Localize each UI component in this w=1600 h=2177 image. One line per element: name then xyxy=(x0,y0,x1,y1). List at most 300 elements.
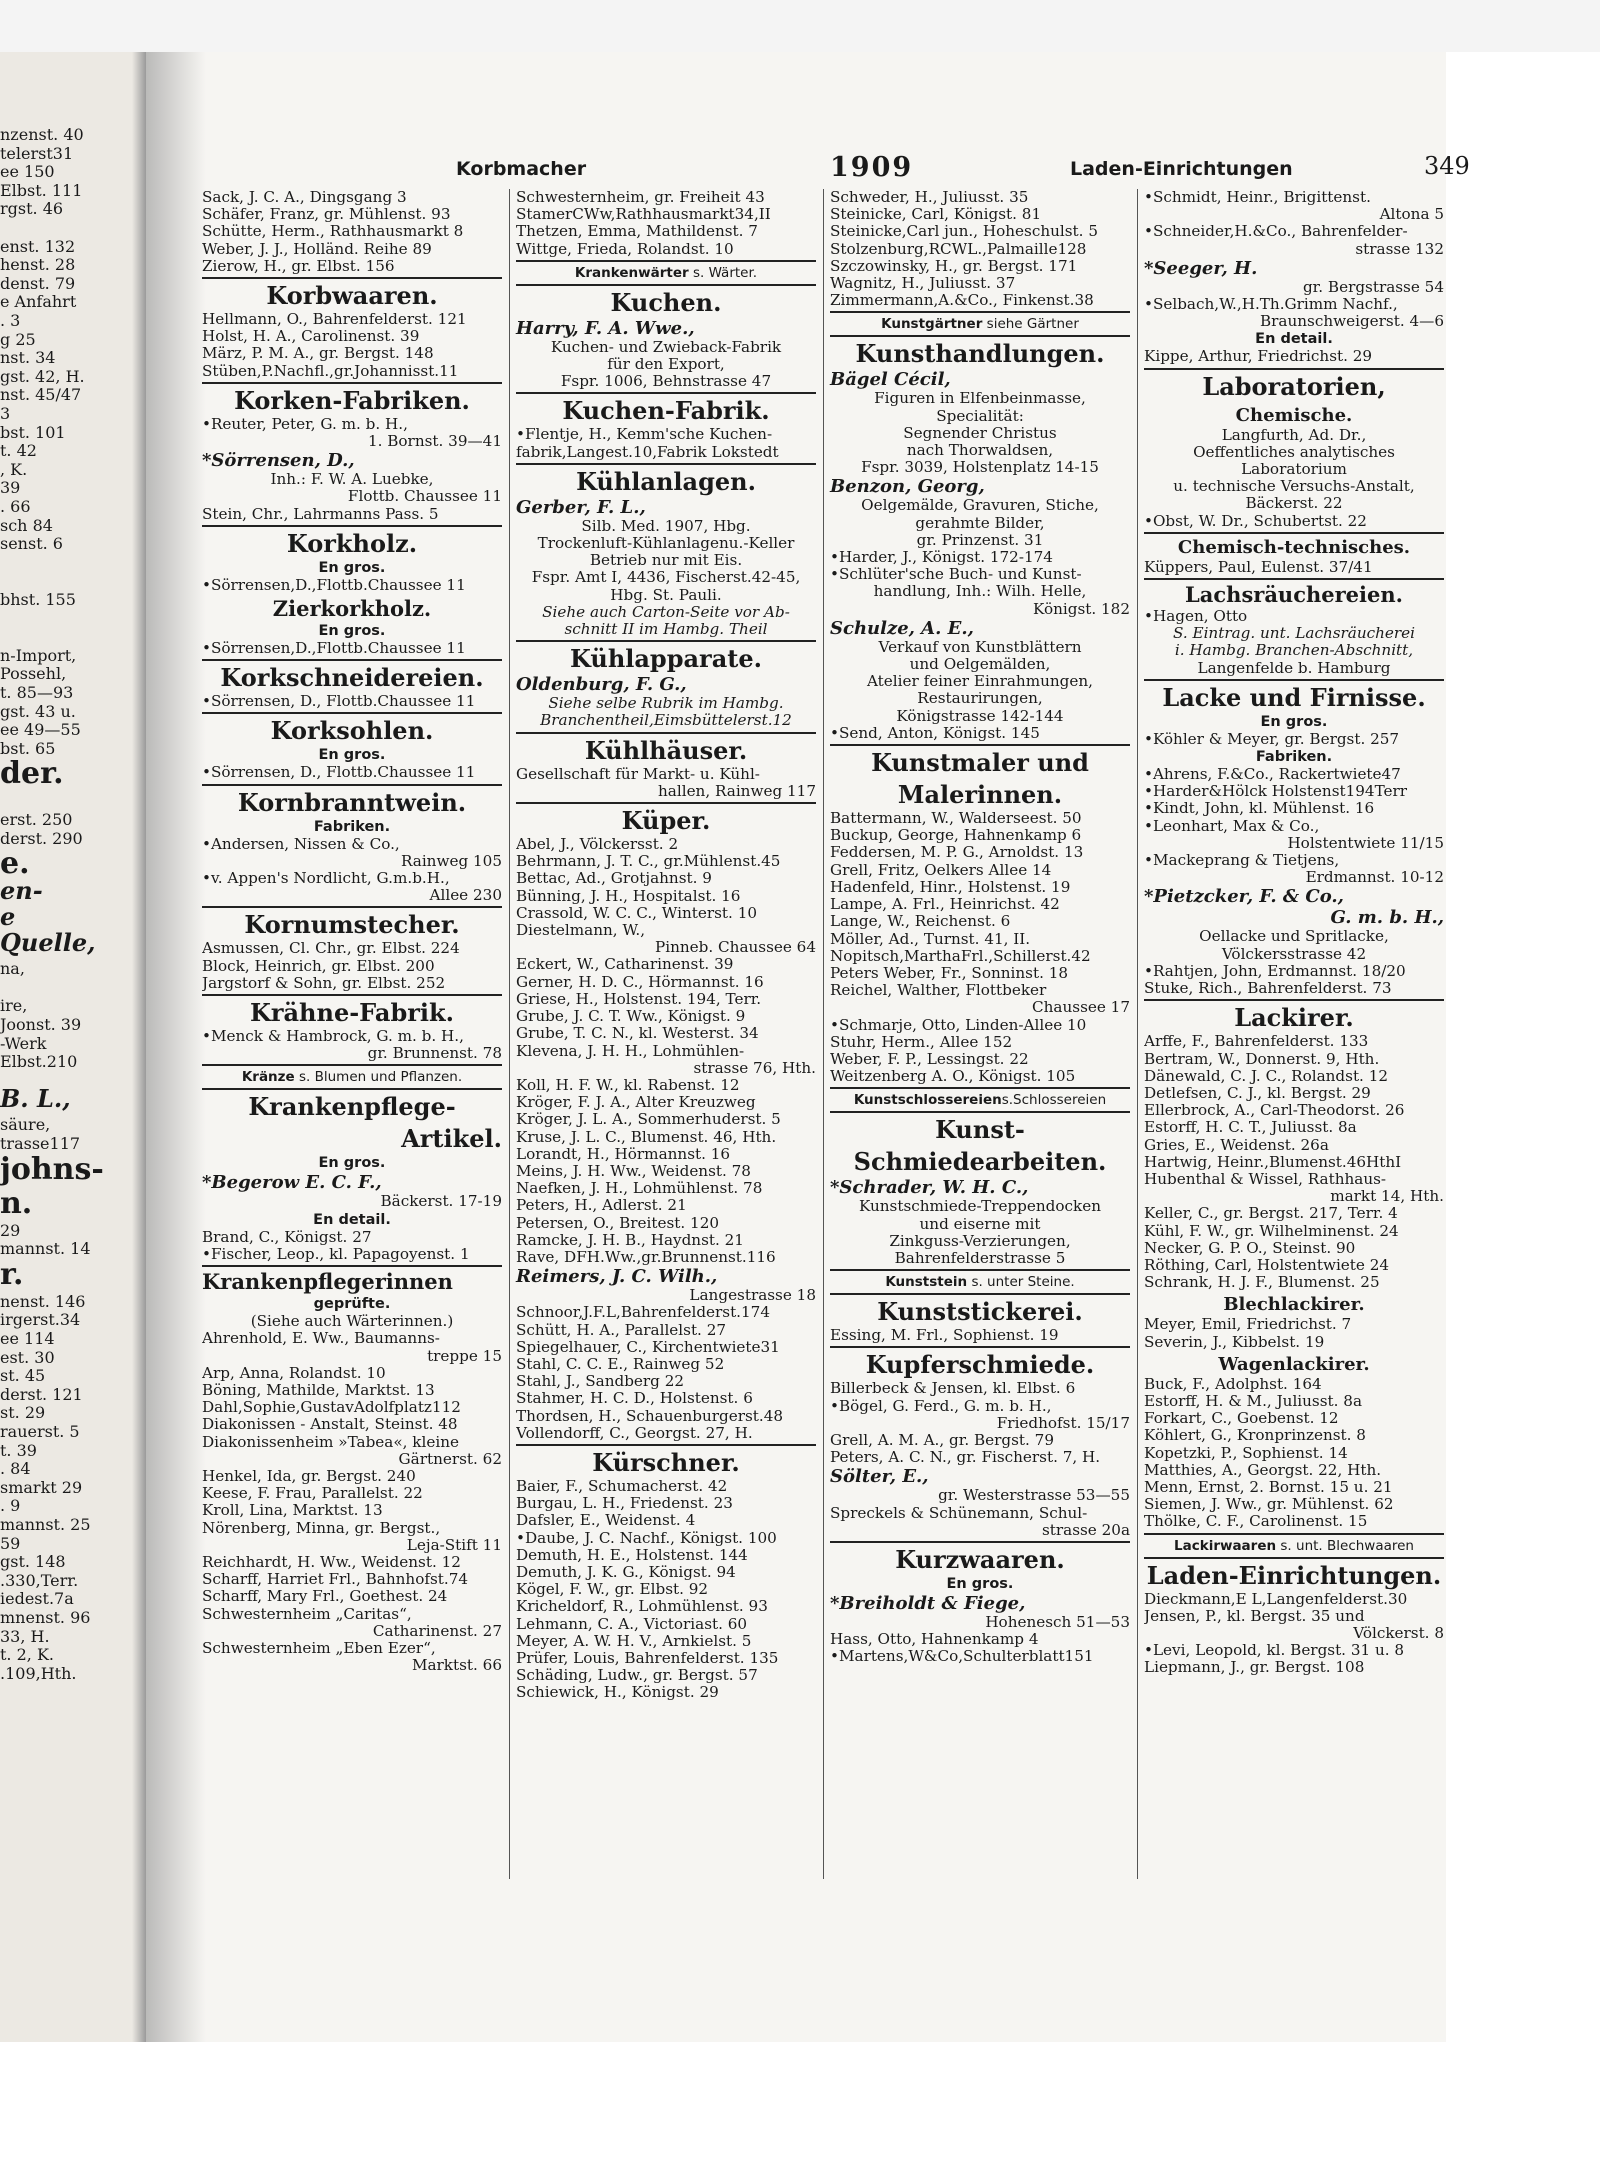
entry: Weitzenberg A. O., Königst. 105 xyxy=(830,1068,1076,1086)
entry: handlung, Inh.: Wilh. Helle, xyxy=(873,583,1087,601)
entry: •Ahrens, F.&Co., Rackertwiete47 xyxy=(1144,766,1401,784)
entry: •Fischer, Leop., kl. Papagoyenst. 1 xyxy=(202,1245,470,1263)
left-page-line: e xyxy=(0,902,16,932)
entry: Schnoor,J.F.L,Bahrenfelderst.174 xyxy=(516,1304,771,1322)
left-page-line: sch 84 xyxy=(0,515,53,535)
left-page-line: henst. 28 xyxy=(0,255,76,275)
entry: Stuke, Rich., Bahrenfelderst. 73 xyxy=(1144,980,1392,998)
xref-label: Kunstschlossereien xyxy=(853,1092,1002,1109)
entry: Dafsler, E., Weidenst. 4 xyxy=(516,1512,696,1530)
entry: •Kindt, John, kl. Mühlenst. 16 xyxy=(1144,800,1375,818)
left-page-line: en- xyxy=(0,876,43,906)
entry: Sack, J. C. A., Dingsgang 3 xyxy=(202,189,407,206)
left-page-line: erst. 250 xyxy=(0,810,73,829)
entry: •Sörrensen,D.,Flottb.Chaussee 11 xyxy=(202,576,466,594)
entry-list xyxy=(516,518,816,604)
rule xyxy=(830,1111,1130,1113)
entry: Klevena, J. H. H., Lohmühlen- xyxy=(516,1042,745,1060)
section-heading: Kuchen-Fabrik. xyxy=(562,396,770,426)
entry: Asmussen, Cl. Chr., gr. Elbst. 224 xyxy=(202,940,460,958)
entry: Kuchen- und Zwieback-Fabrik xyxy=(550,338,782,356)
entry: für den Export, xyxy=(607,356,725,374)
left-page-line: .330,Terr. xyxy=(0,1570,79,1590)
firm-name: Sölter, E., xyxy=(830,1466,929,1488)
entry-list xyxy=(202,189,502,275)
entry: Detlefsen, C. J., kl. Bergst. 29 xyxy=(1144,1084,1371,1102)
entry-list xyxy=(830,189,1130,309)
rule xyxy=(202,1088,502,1090)
entry: strasse 76, Hth. xyxy=(693,1059,816,1077)
column-2 xyxy=(516,189,816,1702)
subheading: En gros. xyxy=(946,1575,1014,1592)
firm-name: Gerber, F. L., xyxy=(516,496,646,518)
section-heading: Kühlhäuser. xyxy=(584,735,748,765)
section-heading: Malerinnen. xyxy=(897,780,1063,810)
firm-name: Benzon, Georg, xyxy=(830,476,985,498)
firm-name: Oldenburg, F. G., xyxy=(516,674,687,696)
entry: Matthies, A., Georgst. 22, Hth. xyxy=(1144,1461,1382,1479)
entry: Demuth, H. E., Holstenst. 144 xyxy=(516,1546,748,1564)
entry: Völckerst. 8 xyxy=(1353,1624,1444,1642)
rule xyxy=(830,311,1130,313)
subheading: En gros. xyxy=(318,623,386,640)
rule xyxy=(830,335,1130,337)
entry: Diakonissenheim »Tabea«, kleine xyxy=(202,1433,459,1451)
entry: markt 14, Hth. xyxy=(1330,1188,1444,1206)
entry: Röthing, Carl, Holstentwiete 24 xyxy=(1144,1256,1390,1274)
entry: Hadenfeld, Hinr., Holstenst. 19 xyxy=(830,878,1071,896)
entry: Keller, C., gr. Bergst. 217, Terr. 4 xyxy=(1144,1205,1398,1223)
rule xyxy=(202,994,502,996)
entry: Demuth, J. K. G., Königst. 94 xyxy=(516,1563,736,1581)
entry: Grell, Fritz, Oelkers Allee 14 xyxy=(830,861,1052,879)
section-heading: Kupferschmiede. xyxy=(865,1350,1095,1380)
entry: Königst. 182 xyxy=(1033,600,1130,618)
entry: Allee 230 xyxy=(429,887,502,905)
entry: •Flentje, H., Kemm'sche Kuchen- xyxy=(516,426,773,444)
left-page-line: . 3 xyxy=(0,311,21,330)
entry: Königstrasse 142-144 xyxy=(896,707,1064,725)
entry: Meins, J. H. Ww., Weidenst. 78 xyxy=(516,1162,751,1180)
entry: Köhlert, G., Kronprinzenst. 8 xyxy=(1144,1427,1366,1445)
entry: gr. Westerstrasse 53—55 xyxy=(938,1487,1130,1505)
entry: und Oelgemälden, xyxy=(909,656,1051,674)
entry: Stahl, C. C. E., Rainweg 52 xyxy=(516,1355,725,1373)
section-heading: Schmiedearbeiten. xyxy=(853,1147,1107,1177)
entry: •Harder&Hölck Holstenst194Terr xyxy=(1144,783,1408,801)
entry: Leja-Stift 11 xyxy=(406,1536,502,1554)
entry: Peters, H., Adlerst. 21 xyxy=(516,1197,687,1215)
entry: Hellmann, O., Bahrenfelderst. 121 xyxy=(202,311,467,329)
left-page-line: r. xyxy=(0,1256,24,1292)
xref-target: siehe Gärtner xyxy=(986,316,1079,333)
section-heading: Kornbranntwein. xyxy=(237,787,467,817)
entry: fabrik,Langest.10,Fabrik Lokstedt xyxy=(516,443,779,461)
entry: Hubenthal & Wissel, Rathhaus- xyxy=(1144,1170,1387,1188)
entry: Atelier feiner Einrahmungen, xyxy=(866,673,1093,691)
entry: Bettac, Ad., Grotjahnst. 9 xyxy=(516,870,712,888)
xref-label: Krankenwärter xyxy=(574,264,689,281)
column-separator xyxy=(509,189,510,1879)
left-page-line: trasse117 xyxy=(0,1134,81,1153)
section-heading: Lackirer. xyxy=(1234,1003,1354,1033)
entry: Thölke, C. F., Carolinenst. 15 xyxy=(1144,1513,1368,1531)
entry: Koll, H. F. W., kl. Rabenst. 12 xyxy=(516,1076,740,1094)
entry-list xyxy=(830,390,1130,476)
left-page-line: . 9 xyxy=(0,1496,21,1516)
section-heading: Korkholz. xyxy=(286,528,418,558)
rule xyxy=(516,284,816,286)
entry: Griese, H., Holstenst. 194, Terr. xyxy=(516,990,762,1008)
entry: gr. Brunnenst. 78 xyxy=(367,1045,502,1063)
left-page-line: rgst. 46 xyxy=(0,199,64,219)
entry-list xyxy=(830,639,1130,725)
entry: •Schneider,H.&Co., Bahrenfelder- xyxy=(1144,223,1408,241)
rule xyxy=(830,1346,1130,1348)
entry: Lorandt, H., Hörmannst. 16 xyxy=(516,1145,731,1163)
entry: 1. Bornst. 39—41 xyxy=(367,433,502,451)
entry-list xyxy=(202,940,502,992)
entry: Stüben,P.Nachfl.,gr.Johannisst.11 xyxy=(202,362,459,380)
rule xyxy=(516,1444,816,1446)
left-page-line: t. 2, K. xyxy=(0,1645,54,1665)
entry: Zierow, H., gr. Elbst. 156 xyxy=(202,257,395,275)
left-page-line: 33, H. xyxy=(0,1626,50,1646)
entry: Schweder, H., Juliusst. 35 xyxy=(830,189,1029,206)
entry: Gerner, H. D. C., Hörmannst. 16 xyxy=(516,973,764,991)
section-heading: Chemische. xyxy=(1235,404,1353,426)
entry: gr. Bergstrasse 54 xyxy=(1302,278,1444,296)
entry: Betrieb nur mit Eis. xyxy=(589,552,743,570)
left-page-line: t. 39 xyxy=(0,1440,37,1460)
entry: Lange, W., Reichenst. 6 xyxy=(830,913,1011,931)
entry: Altona 5 xyxy=(1379,206,1444,224)
entry: Stuhr, Herm., Allee 152 xyxy=(830,1033,1013,1051)
section-heading: Laboratorien, xyxy=(1202,371,1386,401)
entry-list xyxy=(202,311,502,380)
section-heading: Kunstmaler und xyxy=(871,748,1089,778)
left-page-line: e. xyxy=(0,846,30,882)
left-page-line: ee 49—55 xyxy=(0,720,81,740)
entry: Kröger, J. L. A., Sommerhuderst. 5 xyxy=(516,1111,781,1129)
left-page-line: Elbst.210 xyxy=(0,1052,78,1072)
entry: Braunschweigerst. 4—6 xyxy=(1259,313,1444,331)
section-heading: Korken-Fabriken. xyxy=(234,385,470,415)
entry: Specialität: xyxy=(936,407,1024,425)
section-heading: Chemisch-technisches. xyxy=(1177,536,1411,558)
cross-reference xyxy=(202,1068,502,1086)
page-header xyxy=(202,152,1470,188)
left-page-line: 59 xyxy=(0,1533,21,1553)
xref-target: s. unt. Blechwaaren xyxy=(1280,1537,1414,1554)
left-page-line: derst. 121 xyxy=(0,1384,83,1404)
subheading: En gros. xyxy=(1260,713,1328,730)
entry: strasse 20a xyxy=(1042,1521,1130,1539)
left-page-line: 29 xyxy=(0,1220,21,1240)
entry: Abel, J., Völckersst. 2 xyxy=(516,836,679,854)
section-heading: Korkschneidereien. xyxy=(220,663,484,693)
entry: Ramcke, J. H. B., Haydnst. 21 xyxy=(516,1231,744,1249)
entry: Pinneb. Chaussee 64 xyxy=(655,939,816,957)
entry: Liepmann, J., gr. Bergst. 108 xyxy=(1144,1659,1365,1677)
entry-list xyxy=(830,1380,1130,1466)
rule xyxy=(1144,1533,1444,1535)
entry: Szczowinsky, H., gr. Bergst. 171 xyxy=(830,257,1078,275)
entry: (Siehe auch Wärterinnen.) xyxy=(250,1313,454,1331)
entry: Billerbeck & Jensen, kl. Elbst. 6 xyxy=(830,1380,1076,1398)
note: Siehe auch Carton-Seite vor Ab- xyxy=(542,603,790,621)
entry: Kippe, Arthur, Friedrichst. 29 xyxy=(1144,348,1373,366)
entry: Scharff, Mary Frl., Goethest. 24 xyxy=(202,1588,448,1606)
left-page-line: ire, xyxy=(0,996,28,1016)
entry: Estorff, H. & M., Juliusst. 8a xyxy=(1144,1392,1363,1410)
entry: •Obst, W. Dr., Schubertst. 22 xyxy=(1144,512,1367,530)
left-page-line: irgerst.34 xyxy=(0,1310,81,1330)
entry: •Rahtjen, John, Erdmannst. 18/20 xyxy=(1144,962,1406,980)
entry: •Hagen, Otto xyxy=(1144,608,1248,626)
entry: u. technische Versuchs-Anstalt, xyxy=(1173,478,1415,496)
rule xyxy=(1144,578,1444,580)
entry: Langfurth, Ad. Dr., xyxy=(1221,426,1367,444)
entry: Steinicke, Carl, Königst. 81 xyxy=(830,206,1042,224)
entry: Friedhofst. 15/17 xyxy=(996,1414,1130,1432)
entry: Estorff, H. C. T., Juliusst. 8a xyxy=(1144,1119,1357,1137)
entry: treppe 15 xyxy=(427,1347,502,1365)
page-shadow xyxy=(146,52,206,2042)
entry: •Sörrensen,D.,Flottb.Chaussee 11 xyxy=(202,640,466,658)
entry: Gesellschaft für Markt- u. Kühl- xyxy=(516,765,760,783)
entry: Gries, E., Weidenst. 26a xyxy=(1144,1136,1329,1154)
entry: Schütt, H. A., Parallelst. 27 xyxy=(516,1321,727,1339)
entry-list xyxy=(1144,189,1444,258)
entry-list xyxy=(1144,1591,1444,1677)
entry: Petersen, O., Breitest. 120 xyxy=(516,1214,720,1232)
entry: Schäding, Ludw., gr. Bergst. 57 xyxy=(516,1667,758,1685)
entry-list xyxy=(202,1330,502,1674)
entry: Schäfer, Franz, gr. Mühlenst. 93 xyxy=(202,206,451,224)
section-heading: Küper. xyxy=(621,806,711,836)
left-page-line: denst. 79 xyxy=(0,273,76,293)
entry: •Andersen, Nissen & Co., xyxy=(202,835,400,853)
entry-list xyxy=(516,1304,816,1442)
left-page-line: st. 29 xyxy=(0,1403,46,1423)
note: Branchentheil,Eimsbüttelerst.12 xyxy=(540,712,792,730)
entry: Buck, F., Adolphst. 164 xyxy=(1144,1375,1322,1393)
firm-name: Bägel Cécil, xyxy=(830,369,951,391)
entry: Oellacke und Spritlacke, xyxy=(1199,928,1389,946)
left-page-line: . 84 xyxy=(0,1459,31,1479)
entry: Wagnitz, H., Juliusst. 37 xyxy=(830,275,1016,293)
entry: Langestrasse 18 xyxy=(689,1287,816,1305)
entry: Bertram, W., Donnerst. 9, Hth. xyxy=(1144,1050,1380,1068)
left-page-line: Elbst. 111 xyxy=(0,180,83,200)
section-heading: Korksohlen. xyxy=(270,716,434,746)
left-page-line: der. xyxy=(0,756,64,792)
entry: Feddersen, M. P. G., Arnoldst. 13 xyxy=(830,844,1084,862)
entry: Langenfelde b. Hamburg xyxy=(1197,659,1391,677)
entry: Menn, Ernst, 2. Bornst. 15 u. 21 xyxy=(1144,1478,1393,1496)
rule xyxy=(202,525,502,527)
entry: Battermann, W., Walderseest. 50 xyxy=(830,810,1082,828)
rule xyxy=(202,277,502,279)
entry: Brand, C., Königst. 27 xyxy=(202,1228,372,1246)
section-heading: Laden-Einrichtungen. xyxy=(1146,1560,1442,1590)
left-page-line: .109,Hth. xyxy=(0,1663,77,1683)
xref-target: s. unter Steine. xyxy=(971,1274,1075,1291)
entry: Catharinenst. 27 xyxy=(372,1622,502,1640)
entry: Nörenberg, Minna, gr. Bergst., xyxy=(202,1519,441,1537)
entry: Schwesternheim „Caritas“, xyxy=(202,1605,412,1623)
left-page-line: nenst. 146 xyxy=(0,1291,86,1311)
entry-list xyxy=(516,836,816,1266)
entry-list xyxy=(516,1478,816,1702)
left-page-line: mannst. 25 xyxy=(0,1515,91,1534)
entry-list xyxy=(1144,766,1444,886)
header-right-keyword: Laden-Einrichtungen xyxy=(1070,158,1293,180)
entry: Hohenesch 51—53 xyxy=(985,1613,1130,1631)
column-3 xyxy=(830,189,1130,1666)
subheading: En gros. xyxy=(318,559,386,576)
entry: •Send, Anton, Königst. 145 xyxy=(830,724,1040,742)
entry: Hbg. St. Pauli. xyxy=(610,586,722,604)
entry: Burgau, L. H., Friedenst. 23 xyxy=(516,1495,733,1513)
section-heading: Lachsräuchereien. xyxy=(1185,582,1403,608)
rule xyxy=(516,463,816,465)
rule xyxy=(202,659,502,661)
page-number: 349 xyxy=(1424,152,1470,180)
entry: Vollendorff, C., Georgst. 27, H. xyxy=(516,1424,753,1442)
section-heading: Kunst- xyxy=(935,1115,1025,1145)
entry: Kruse, J. L. C., Blumenst. 46, Hth. xyxy=(516,1128,777,1146)
entry: •Schmarje, Otto, Linden-Allee 10 xyxy=(830,1016,1087,1034)
note: i. Hambg. Branchen-Abschnitt, xyxy=(1174,642,1414,660)
entry: Wittge, Frieda, Rolandst. 10 xyxy=(516,240,734,258)
rule xyxy=(830,1293,1130,1295)
entry: Baier, F., Schumacherst. 42 xyxy=(516,1477,728,1495)
entry-list xyxy=(1144,1376,1444,1531)
entry: •Leonhart, Max & Co., xyxy=(1144,817,1320,835)
entry: Stein, Chr., Lahrmanns Pass. 5 xyxy=(202,505,439,523)
entry: Kroll, Lina, Marktst. 13 xyxy=(202,1502,383,1520)
left-page-line: nst. 34 xyxy=(0,348,56,368)
entry: Oeffentliches analytisches xyxy=(1193,443,1395,461)
entry: Oelgemälde, Gravuren, Stiche, xyxy=(861,497,1099,515)
entry: Schwesternheim „Eben Ezer“, xyxy=(202,1639,436,1657)
entry: Ahrenhold, E. Ww., Baumanns- xyxy=(202,1330,440,1348)
entry-list xyxy=(830,497,1130,549)
rule xyxy=(202,906,502,908)
section-heading: Kuchen. xyxy=(610,287,722,317)
firm-name: *Sörrensen, D., xyxy=(202,450,355,472)
entry: Kopetzki, P., Sophienst. 14 xyxy=(1144,1444,1348,1462)
left-page-line: 39 xyxy=(0,478,21,498)
cross-reference xyxy=(830,1273,1130,1291)
entry: Restaurirungen, xyxy=(917,690,1043,708)
header-left-keyword: Korbmacher xyxy=(456,158,587,180)
entry: Fspr. 1006, Behnstrasse 47 xyxy=(560,373,772,391)
subheading: En detail. xyxy=(1255,331,1333,348)
firm-name: *Breiholdt & Fiege, xyxy=(830,1592,1026,1614)
section-heading: Kunststickerei. xyxy=(877,1297,1083,1327)
entry: Forkart, C., Goebenst. 12 xyxy=(1144,1410,1339,1428)
scan-border xyxy=(0,0,1600,52)
entry: Jargstorf & Sohn, gr. Elbst. 252 xyxy=(202,974,446,992)
entry: Lampe, A. Frl., Heinrichst. 42 xyxy=(830,896,1060,914)
entry: Gärtnerst. 62 xyxy=(398,1450,502,1468)
entry: Arffe, F., Bahrenfelderst. 133 xyxy=(1144,1033,1369,1051)
entry: Hass, Otto, Hahnenkamp 4 xyxy=(830,1631,1039,1649)
left-page-line: gst. 148 xyxy=(0,1552,66,1572)
directory-page xyxy=(146,52,1470,2042)
entry-list xyxy=(1144,1033,1444,1291)
left-page-line: bst. 65 xyxy=(0,738,56,758)
left-page-line: ee 114 xyxy=(0,1329,55,1348)
xref-label: Kränze xyxy=(241,1069,295,1086)
entry: Reichel, Walther, Flottbeker xyxy=(830,982,1047,1000)
section-heading: Kühlapparate. xyxy=(570,644,762,674)
left-page-line: est. 30 xyxy=(0,1347,55,1367)
firm-name: *Begerow E. C. F., xyxy=(202,1172,382,1194)
entry: Thetzen, Emma, Mathildenst. 7 xyxy=(516,223,758,241)
section-heading: Kornumstecher. xyxy=(244,910,460,940)
entry: Böning, Mathilde, Marktst. 13 xyxy=(202,1381,435,1399)
entry-list xyxy=(1144,928,1444,962)
section-heading: Kurzwaaren. xyxy=(895,1544,1065,1574)
rule xyxy=(516,260,816,262)
entry: Segnender Christus xyxy=(903,424,1057,442)
entry: Nopitsch,MarthaFrl.,Schillerst.42 xyxy=(830,947,1091,965)
left-page-line: ee 150 xyxy=(0,162,55,182)
entry-list xyxy=(830,810,1130,1085)
entry: Buckup, George, Hahnenkamp 6 xyxy=(830,827,1082,845)
entry: Diakonissen - Anstalt, Steinst. 48 xyxy=(202,1416,458,1434)
entry: Meyer, Emil, Friedrichst. 7 xyxy=(1144,1316,1352,1334)
subheading: En detail. xyxy=(313,1211,391,1228)
entry: Erdmannst. 10-12 xyxy=(1305,869,1444,887)
rule xyxy=(830,1087,1130,1089)
firm-name: *Seeger, H. xyxy=(1144,257,1258,279)
entry: und eiserne mit xyxy=(919,1215,1041,1233)
entry: Bäckerst. 22 xyxy=(1245,495,1343,513)
entry: Möller, Ad., Turnst. 41, II. xyxy=(830,930,1031,948)
rule xyxy=(1144,1557,1444,1559)
left-page-line: rauerst. 5 xyxy=(0,1422,80,1441)
entry: Scharff, Harriet Frl., Bahnhofst.74 xyxy=(202,1571,469,1589)
section-heading: Kürschner. xyxy=(592,1447,740,1477)
firm-name: Harry, F. A. Wwe., xyxy=(516,317,695,339)
entry: Reichhardt, H. Ww., Weidenst. 12 xyxy=(202,1553,461,1571)
entry: Fspr. 3039, Holstenplatz 14-15 xyxy=(861,459,1099,477)
entry: Severin, J., Kibbelst. 19 xyxy=(1144,1333,1325,1351)
header-year: 1909 xyxy=(830,152,914,183)
entry: Meyer, A. W. H. V., Arnkielst. 5 xyxy=(516,1632,752,1650)
firm-name: Reimers, J. C. Wilh., xyxy=(516,1266,718,1288)
entry: •Levi, Leopold, kl. Bergst. 31 u. 8 xyxy=(1144,1642,1405,1660)
entry: gerahmte Bilder, xyxy=(915,514,1045,532)
left-page-line: na, xyxy=(0,959,25,979)
entry: Spreckels & Schünemann, Schul- xyxy=(830,1504,1088,1522)
entry: Dieckmann,E L,Langenfelderst.30 xyxy=(1144,1590,1408,1608)
section-heading: Kunsthandlungen. xyxy=(855,339,1105,369)
entry: •Selbach,W.,H.Th.Grimm Nachf., xyxy=(1144,296,1398,314)
column-1 xyxy=(202,189,502,1674)
xref-target: s.Schlossereien xyxy=(1001,1092,1107,1109)
entry: Dänewald, C. J. C., Rolandst. 12 xyxy=(1144,1067,1389,1085)
entry: Prüfer, Louis, Bahrenfelderst. 135 xyxy=(516,1650,779,1667)
entry-list xyxy=(1144,427,1444,513)
left-page-line: mnenst. 96 xyxy=(0,1608,91,1627)
rule xyxy=(202,382,502,384)
